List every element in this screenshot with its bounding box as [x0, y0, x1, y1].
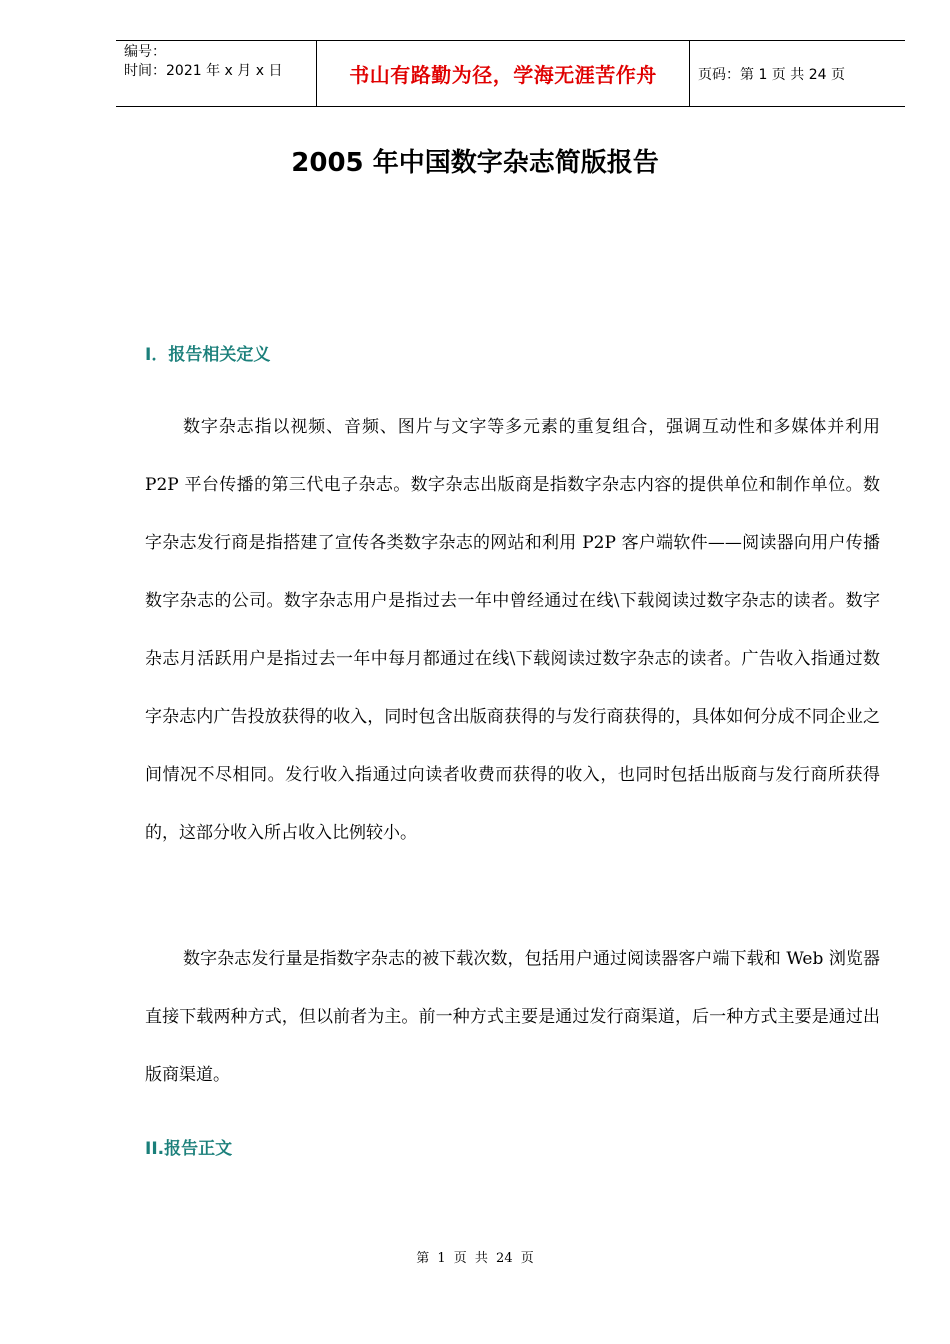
- section-heading-body: II.报告正文: [145, 1139, 233, 1159]
- header-page-info: 页码：第 1 页 共 24 页: [698, 66, 845, 83]
- header-motto: 书山有路勤为径，学海无涯苦作舟: [316, 41, 690, 106]
- section-heading-definitions: I．报告相关定义: [145, 345, 271, 365]
- number-label: 编号：: [124, 44, 166, 60]
- circulation-paragraph: 数字杂志发行量是指数字杂志的被下载次数，包括用户通过阅读器客户端下载和 Web 浏览器直接下载两种方式，但以前者为主。前一种方式主要是通过发行商渠道，后一种方式主要是通过出版商渠道。: [145, 949, 880, 1085]
- date-line: 时间：2021 年 x 月 x 日: [124, 63, 283, 79]
- page-footer: 第 1 页 共 24 页: [416, 1251, 534, 1266]
- document-title: 2005 年中国数字杂志简版报告: [291, 148, 659, 178]
- header-meta: [116, 41, 316, 106]
- page-header: [116, 40, 905, 107]
- definitions-paragraph: 数字杂志指以视频、音频、图片与文字等多元素的重复组合，强调互动性和多媒体并利用 P2P 平台传播的第三代电子杂志。数字杂志出版商是指数字杂志内容的提供单位和制作单位。数字杂志发行商是指搭建了宣传各类数字杂志的网站和利用 P2P 客户端软件——阅读器向用户传播数字杂志的公司。数字杂志用户是指过去一年中曾经通过在线\下载阅读过数字杂志的读者。数字杂志月活跃用户是指过去一年中每月都通过在线\下载阅读过数字杂志的读者。广告收入指通过数字杂志内广告投放获得的收入，同时包含出版商获得的与发行商获得的，具体如何分成不同企业之间情况不尽相同。发行收入指通过向读者收费而获得的收入，也同时包括出版商与发行商所获得的，这部分收入所占收入比例较小。: [145, 417, 880, 843]
